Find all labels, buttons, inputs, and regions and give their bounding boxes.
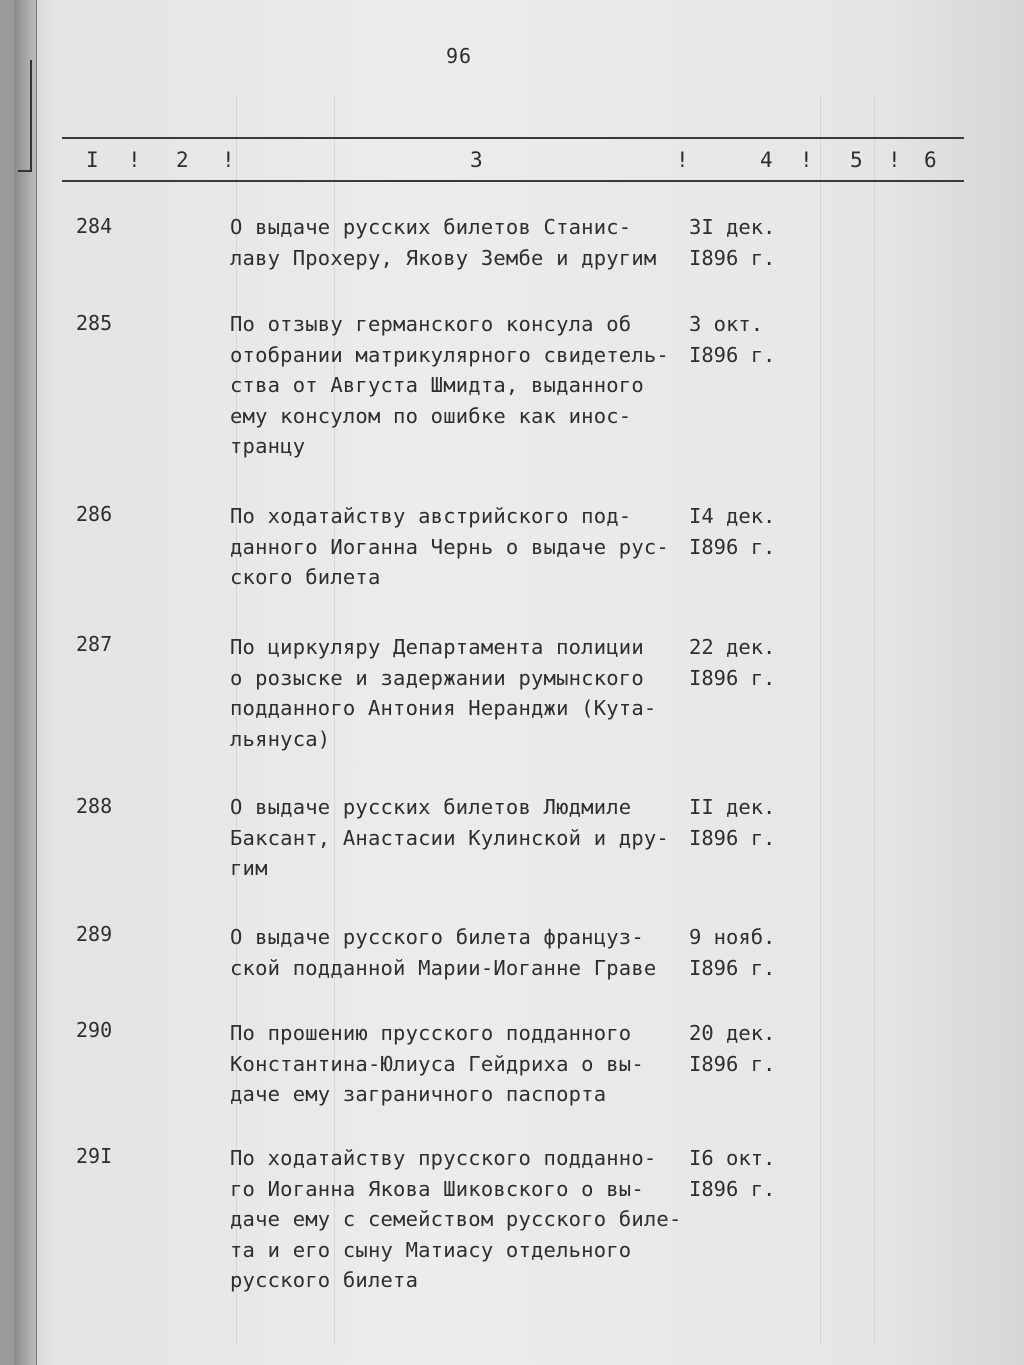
- binding-edge: [14, 0, 37, 1365]
- entry-number: 288: [76, 794, 113, 818]
- entry-text-line: отобрании матрикулярного свидетель-: [230, 342, 669, 367]
- entry-date: [689, 1143, 809, 1204]
- entry-text-line: даче ему с семейством русского биле-: [230, 1207, 682, 1231]
- entry-number: 284: [76, 214, 113, 238]
- entry-date: [689, 922, 809, 983]
- entry-date: [689, 1018, 809, 1079]
- entry-text: [230, 212, 700, 273]
- entry-date-line: 3 окт.: [689, 312, 764, 336]
- entry-text-line: ства от Августа Шмидта, выданного: [230, 373, 644, 397]
- entry-text: [230, 1143, 700, 1296]
- entry-text-line: По ходатайству прусского подданно-: [230, 1146, 657, 1170]
- entry-date: [689, 632, 809, 693]
- header-rule-top: [62, 137, 964, 139]
- entry-text-line: Баксант, Анастасии Кулинской и дру-: [230, 825, 669, 850]
- entry-date-line: I896 г.: [689, 1051, 776, 1076]
- entry-text-line: гим: [230, 856, 268, 880]
- entry-date: [689, 792, 809, 853]
- entry-text-line: ского билета: [230, 565, 381, 589]
- entry-date-line: 22 дек.: [689, 635, 776, 659]
- entry-date-line: I896 г.: [689, 665, 776, 690]
- entry-text-line: подданного Антония Неранджи (Кута-: [230, 696, 657, 720]
- entry-text: [230, 922, 700, 983]
- entry-date-line: I896 г.: [689, 534, 776, 559]
- entry-date-line: 20 дек.: [689, 1021, 776, 1045]
- entry-text: [230, 792, 700, 884]
- entry-text-line: О выдаче русских билетов Людмиле: [230, 795, 632, 819]
- entry-number: 285: [76, 311, 113, 335]
- entry-text-line: даче ему заграничного паспорта: [230, 1082, 607, 1106]
- header-col-4: 4: [760, 148, 773, 172]
- entry-date: [689, 212, 809, 273]
- entry-date: [689, 309, 809, 370]
- header-col-2: 2: [176, 148, 189, 172]
- entry-text-line: о розыске и задержании румынского: [230, 665, 644, 690]
- entry-date-line: I896 г.: [689, 825, 776, 850]
- entry-number: 289: [76, 922, 113, 946]
- entry-text-line: Константина-Юлиуса Гейдриха о вы-: [230, 1051, 644, 1076]
- entry-text-line: ему консулом по ошибке как инос-: [230, 403, 632, 428]
- header-col-3: 3: [470, 148, 483, 172]
- entry-date-line: I4 дек.: [689, 504, 776, 528]
- entry-text-line: та и его сыну Матиасу отдельного: [230, 1237, 632, 1262]
- entry-date: [689, 501, 809, 562]
- entry-text: [230, 501, 700, 593]
- column-rule-faint: [874, 95, 875, 1345]
- entry-text-line: русского билета: [230, 1268, 419, 1292]
- entry-text-line: данного Иоганна Чернь о выдаче рус-: [230, 534, 669, 559]
- header-separator: !: [800, 148, 813, 172]
- entry-text-line: По отзыву германского консула об: [230, 312, 632, 336]
- entry-date-line: 9 нояб.: [689, 925, 776, 949]
- binding-mark: [18, 60, 32, 172]
- entry-text: [230, 632, 700, 754]
- column-rule-faint: [820, 95, 821, 1345]
- header-separator: !: [888, 148, 901, 172]
- entry-text-line: го Иоганна Якова Шиковского о вы-: [230, 1176, 644, 1201]
- entry-text-line: По циркуляру Департамента полиции: [230, 635, 644, 659]
- header-rule-bottom: [62, 180, 964, 182]
- entry-text-line: лаву Прохеру, Якову Зембе и другим: [230, 245, 657, 270]
- entry-text-line: льянуса): [230, 726, 331, 751]
- entry-number: 286: [76, 502, 113, 526]
- entry-date-line: I896 г.: [689, 1176, 776, 1201]
- entry-text-line: По ходатайству австрийского под-: [230, 504, 632, 528]
- header-separator: !: [676, 148, 689, 172]
- header-col-6: 6: [924, 148, 937, 172]
- entry-text-line: ской подданной Марии-Иоганне Граве: [230, 955, 657, 980]
- entry-date-line: I6 окт.: [689, 1146, 776, 1170]
- entry-date-line: I896 г.: [689, 342, 776, 367]
- table-header: [62, 140, 964, 178]
- entry-text-line: транцу: [230, 434, 306, 458]
- header-col-5: 5: [850, 148, 863, 172]
- entry-text-line: О выдаче русского билета француз-: [230, 925, 644, 949]
- entry-number: 290: [76, 1018, 113, 1042]
- entry-date-line: I896 г.: [689, 245, 776, 270]
- entry-number: 287: [76, 632, 113, 656]
- page-number: 96: [446, 44, 473, 68]
- entry-date-line: 3I дек.: [689, 215, 776, 239]
- header-separator: !: [222, 148, 235, 172]
- entry-number: 29I: [76, 1144, 113, 1168]
- entry-text: [230, 309, 700, 462]
- entry-text: [230, 1018, 700, 1110]
- entry-date-line: II дек.: [689, 795, 776, 819]
- entry-text-line: О выдаче русских билетов Станис-: [230, 215, 632, 239]
- header-separator: !: [128, 148, 141, 172]
- document-page: [14, 0, 1024, 1365]
- header-col-1: I: [86, 148, 99, 172]
- entry-text-line: По прошению прусского подданного: [230, 1021, 632, 1045]
- entry-date-line: I896 г.: [689, 955, 776, 980]
